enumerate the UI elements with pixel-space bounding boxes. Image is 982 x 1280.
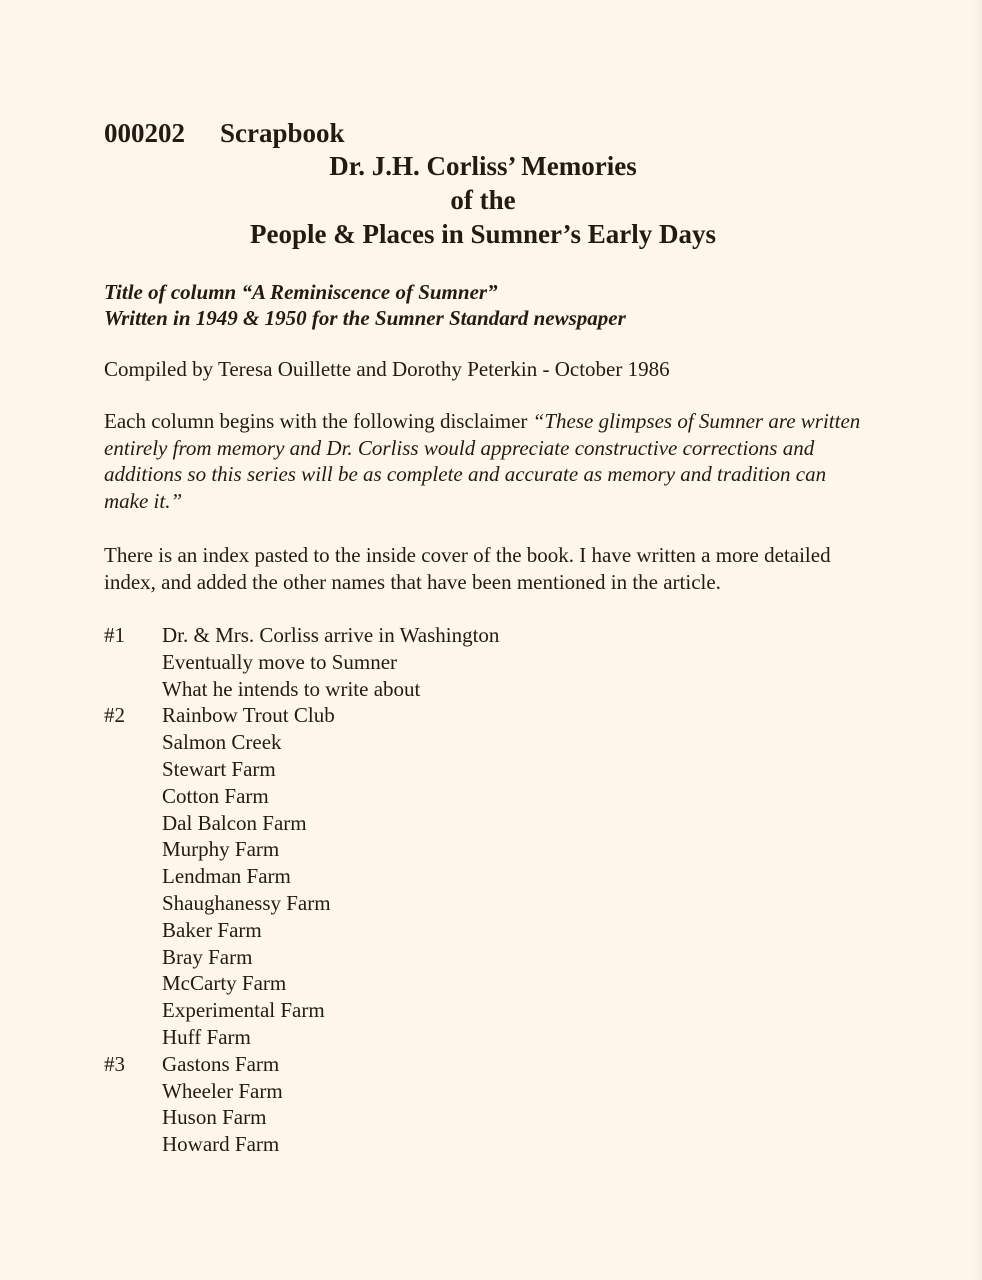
index-item: Salmon Creek (162, 730, 282, 755)
index-item: Howard Farm (162, 1132, 280, 1157)
index-item: Gastons Farm (162, 1051, 280, 1076)
written-date-note: Written in 1949 & 1950 for the Sumner Standard newspaper (104, 306, 626, 330)
index-group (104, 622, 499, 702)
index-number: #2 (104, 703, 125, 728)
index-note-paragraph: There is an index pasted to the inside cover of the book. I have written a more detailed index, and added the other names that have been mentioned in the article. (104, 543, 831, 594)
disclaimer-paragraph (104, 408, 864, 514)
index-item: Dal Balcon Farm (162, 810, 307, 835)
index-item: Stewart Farm (162, 756, 276, 781)
index-item: Rainbow Trout Club (162, 703, 335, 728)
disclaimer-intro: Each column begins with the following disclaimer (104, 409, 533, 433)
compiled-by: Compiled by Teresa Ouillette and Dorothy Peterkin - October 1986 (104, 357, 670, 381)
index-item: Baker Farm (162, 917, 262, 942)
index-item: Shaughanessy Farm (162, 890, 331, 915)
title-line-3: People & Places in Sumner’s Early Days (250, 219, 716, 249)
index-item: McCarty Farm (162, 971, 287, 996)
index-item: Murphy Farm (162, 837, 280, 862)
document-type: Scrapbook (220, 118, 345, 148)
index-group (104, 1051, 499, 1158)
index-list (104, 622, 499, 1158)
title-line-1: Dr. J.H. Corliss’ Memories (329, 151, 637, 181)
index-number: #1 (104, 623, 125, 647)
index-item: Eventually move to Sumner (162, 649, 398, 674)
index-item: Cotton Farm (162, 783, 269, 808)
index-item: Lendman Farm (162, 864, 291, 889)
title-line-2: of the (450, 185, 516, 215)
document-header (104, 118, 345, 149)
index-item: Huson Farm (162, 1105, 267, 1130)
page-edge (974, 0, 982, 1280)
index-item: Huff Farm (162, 1024, 251, 1049)
document-id: 000202 (104, 118, 185, 148)
index-item: Wheeler Farm (162, 1078, 283, 1103)
index-item: Bray Farm (162, 944, 253, 969)
index-number: #3 (104, 1051, 125, 1076)
index-item: What he intends to write about (162, 676, 421, 701)
disclaimer-quote: “These glimpses of Sumner are written entirely from memory and Dr. Corliss would appreciate constructive corrections and additions so this series will be as complete and accurate as memory and tradition can make it.” (104, 409, 861, 513)
index-item: Experimental Farm (162, 998, 325, 1023)
column-title: Title of column “A Reminiscence of Sumner” (104, 280, 498, 304)
index-group (104, 702, 499, 1050)
index-item: Dr. & Mrs. Corliss arrive in Washington (162, 623, 500, 647)
